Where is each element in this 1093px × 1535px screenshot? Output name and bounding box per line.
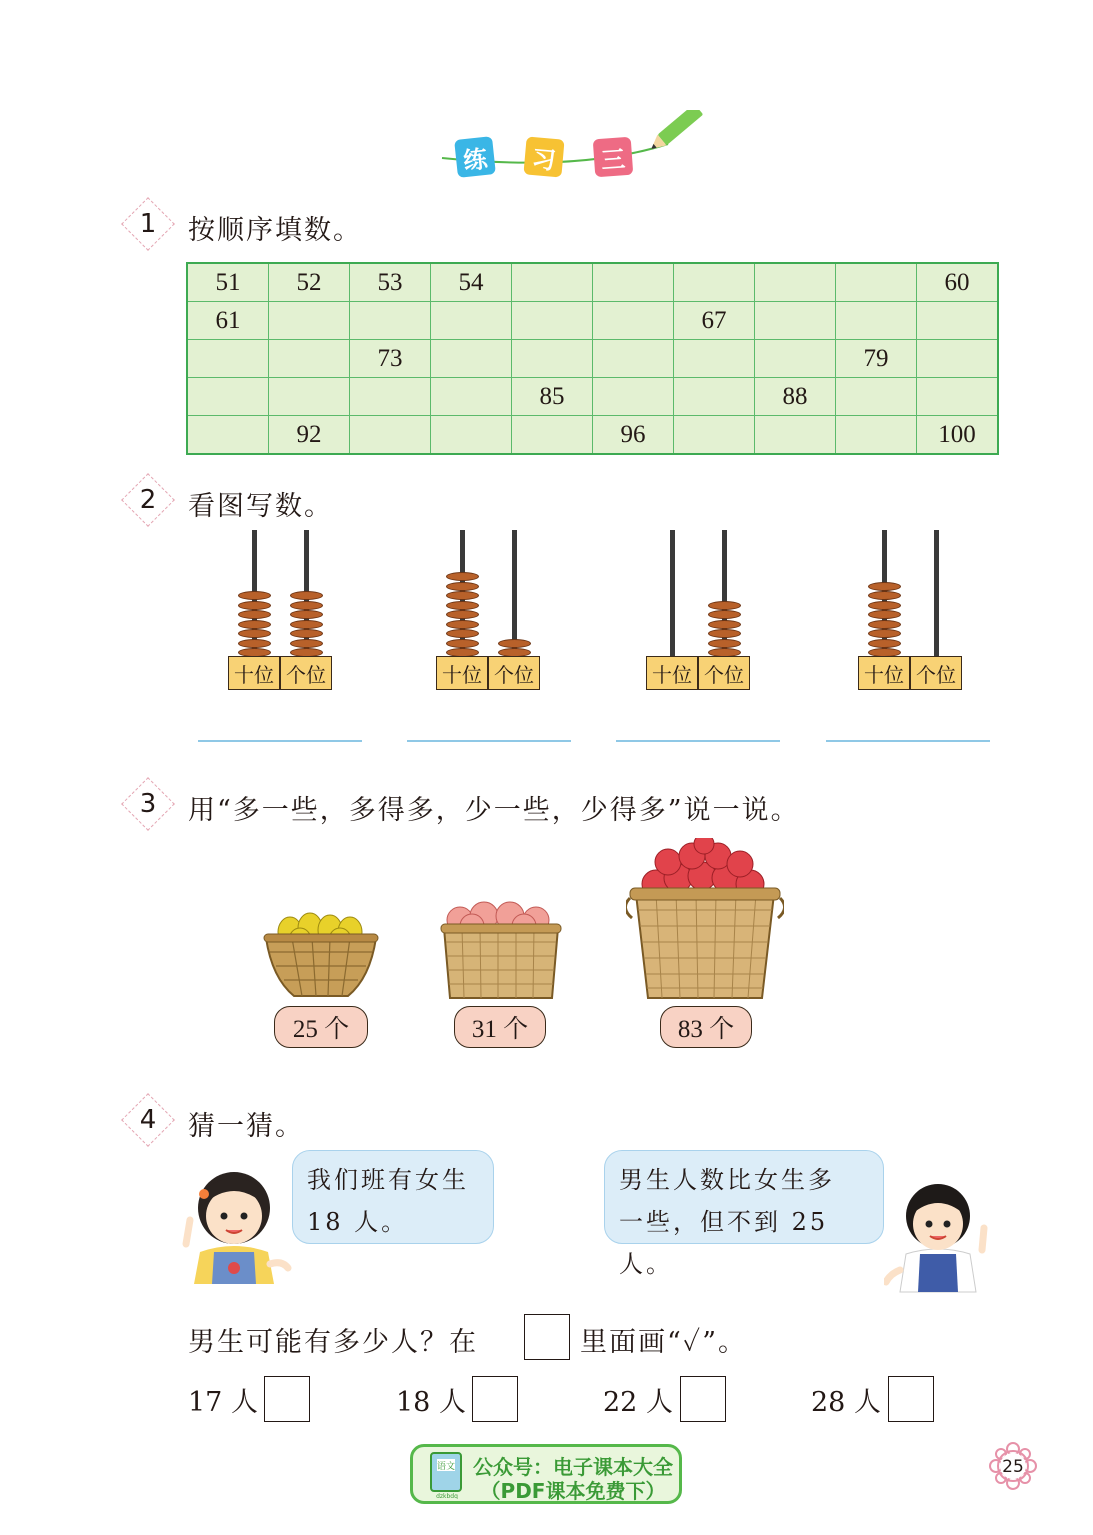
grid-cell: 79: [836, 340, 917, 378]
abacus-rod-tens: [252, 530, 257, 658]
grid-blank-cell[interactable]: [836, 302, 917, 340]
abacus-bead: [868, 639, 901, 648]
grid-row: [187, 302, 998, 340]
abacus-bead: [446, 620, 479, 629]
grid-cell: 96: [593, 416, 674, 455]
abacus-rod-tens: [670, 530, 675, 658]
abacus-bead: [290, 620, 323, 629]
abacus-4: [858, 530, 966, 692]
abacus-rod-ones: [304, 530, 309, 658]
grid-blank-cell[interactable]: [350, 416, 431, 455]
ones-place-label: 个位: [488, 656, 540, 690]
grid-blank-cell[interactable]: [836, 378, 917, 416]
abacus-bead: [290, 591, 323, 600]
option-checkbox-3[interactable]: [680, 1376, 726, 1422]
promo-line-2: （PDF课本免费下）: [480, 1479, 666, 1503]
grid-blank-cell[interactable]: [755, 302, 836, 340]
abacus-bead: [868, 620, 901, 629]
abacus-bead: [290, 601, 323, 610]
grid-cell: 60: [917, 263, 999, 302]
option-checkbox-4[interactable]: [888, 1376, 934, 1422]
abacus-bead: [708, 629, 741, 638]
grid-cell: 51: [187, 263, 269, 302]
book-icon: [427, 1451, 467, 1499]
grid-blank-cell[interactable]: [269, 378, 350, 416]
grid-cell: 85: [512, 378, 593, 416]
option-label-1: 17 人: [188, 1387, 258, 1418]
girl-speech-bubble: [292, 1150, 494, 1244]
boy-speech-bubble: [604, 1150, 884, 1278]
title-char-2: 习: [523, 136, 564, 177]
grid-blank-cell[interactable]: [836, 416, 917, 455]
grid-blank-cell[interactable]: [512, 263, 593, 302]
abacus-bead: [446, 629, 479, 638]
girl-line-2: 18 人。: [307, 1208, 409, 1236]
book-icon-label: 语文: [436, 1462, 456, 1472]
abacus-bead: [290, 639, 323, 648]
grid-blank-cell[interactable]: [917, 378, 999, 416]
grid-blank-cell[interactable]: [674, 340, 755, 378]
answer-line-2[interactable]: [407, 740, 571, 742]
grid-row: [187, 340, 998, 378]
abacus-bead: [238, 629, 271, 638]
page-number: 25: [1002, 1457, 1024, 1477]
grid-blank-cell[interactable]: [755, 416, 836, 455]
grid-blank-cell[interactable]: [187, 378, 269, 416]
grid-blank-cell[interactable]: [187, 416, 269, 455]
promo-line-1: 公众号：电子课本大全: [473, 1455, 673, 1479]
grid-blank-cell[interactable]: [187, 340, 269, 378]
question-1-text: 按顺序填数。: [188, 215, 362, 246]
abacus-bead: [446, 601, 479, 610]
question-3-number: 3: [120, 776, 176, 832]
grid-blank-cell[interactable]: [512, 340, 593, 378]
abacus-bead: [446, 639, 479, 648]
grid-blank-cell[interactable]: [917, 340, 999, 378]
answer-line-3[interactable]: [616, 740, 780, 742]
grid-blank-cell[interactable]: [269, 340, 350, 378]
grid-blank-cell[interactable]: [593, 302, 674, 340]
grid-cell: 53: [350, 263, 431, 302]
question-2-text: 看图写数。: [188, 491, 333, 522]
abacus-bead: [238, 620, 271, 629]
page-number-badge: [978, 1436, 1048, 1496]
pear-basket-icon: [262, 908, 380, 1004]
grid-blank-cell[interactable]: [431, 416, 512, 455]
grid-row: [187, 378, 998, 416]
abacus-bead: [708, 639, 741, 648]
grid-blank-cell[interactable]: [350, 302, 431, 340]
abacus-rod-tens: [882, 530, 887, 658]
tens-place-label: 十位: [228, 656, 280, 690]
abacus-bead: [446, 610, 479, 619]
option-checkbox-2[interactable]: [472, 1376, 518, 1422]
question-2-number: 2: [120, 472, 176, 528]
abacus-2: [436, 530, 544, 692]
boy-character-icon: [884, 1170, 994, 1294]
abacus-bead: [446, 572, 479, 581]
boy-line-1: 男生人数比女生多: [619, 1166, 835, 1194]
grid-blank-cell[interactable]: [431, 378, 512, 416]
abacus-rod-tens: [460, 530, 465, 658]
question-3-text: 用“多一些，多得多，少一些，少得多”说一说。: [188, 795, 800, 826]
answer-line-1[interactable]: [198, 740, 362, 742]
option-label-3: 22 人: [603, 1387, 673, 1418]
grid-blank-cell[interactable]: [593, 263, 674, 302]
abacus-bead: [446, 582, 479, 591]
grid-blank-cell[interactable]: [674, 378, 755, 416]
abacus-bead: [708, 601, 741, 610]
option-checkbox-1[interactable]: [264, 1376, 310, 1422]
girl-character-icon: [176, 1160, 292, 1286]
grid-cell: 52: [269, 263, 350, 302]
grid-row: [187, 416, 998, 455]
title-char-3: 三: [593, 137, 634, 178]
grid-cell: 92: [269, 416, 350, 455]
abacus-1: [228, 530, 336, 692]
question-4-prompt-b: 里面画“✓”。: [580, 1327, 748, 1358]
option-label-2: 18 人: [396, 1387, 466, 1418]
abacus-rod-ones: [512, 530, 517, 658]
girl-line-1: 我们班有女生: [307, 1166, 469, 1194]
tens-place-label: 十位: [646, 656, 698, 690]
abacus-bead: [868, 582, 901, 591]
abacus-bead: [290, 610, 323, 619]
answer-line-4[interactable]: [826, 740, 990, 742]
grid-blank-cell[interactable]: [674, 416, 755, 455]
abacus-bead: [238, 601, 271, 610]
question-1-number: 1: [120, 196, 176, 252]
grid-cell: 100: [917, 416, 999, 455]
grid-blank-cell[interactable]: [917, 302, 999, 340]
abacus-bead: [708, 610, 741, 619]
grid-cell: 88: [755, 378, 836, 416]
grid-blank-cell[interactable]: [674, 263, 755, 302]
pear-count: 25 个: [274, 1006, 368, 1048]
option-label-4: 28 人: [811, 1387, 881, 1418]
abacus-bead: [708, 620, 741, 629]
grid-cell: 73: [350, 340, 431, 378]
boy-line-2: 一些，但不到 25 人。: [619, 1208, 829, 1278]
grid-blank-cell[interactable]: [755, 263, 836, 302]
book-icon-sub: dzkbdq: [436, 1493, 458, 1499]
grid-blank-cell[interactable]: [836, 263, 917, 302]
title-char-1: 练: [454, 136, 496, 178]
apple-count: 83 个: [660, 1006, 752, 1048]
ones-place-label: 个位: [280, 656, 332, 690]
grid-blank-cell[interactable]: [593, 340, 674, 378]
grid-cell: 54: [431, 263, 512, 302]
ones-place-label: 个位: [698, 656, 750, 690]
tens-place-label: 十位: [436, 656, 488, 690]
grid-blank-cell[interactable]: [593, 378, 674, 416]
promo-banner[interactable]: [410, 1444, 682, 1504]
tens-place-label: 十位: [858, 656, 910, 690]
abacus-bead: [868, 610, 901, 619]
number-grid: [186, 262, 999, 455]
abacus-bead: [290, 629, 323, 638]
grid-blank-cell[interactable]: [512, 416, 593, 455]
abacus-bead: [238, 591, 271, 600]
apple-basket-icon: [626, 838, 784, 1004]
abacus-rod-ones: [934, 530, 939, 658]
abacus-bead: [238, 610, 271, 619]
grid-cell: 67: [674, 302, 755, 340]
abacus-3: [646, 530, 754, 692]
peach-count: 31 个: [454, 1006, 546, 1048]
grid-row: [187, 263, 998, 302]
grid-blank-cell[interactable]: [269, 302, 350, 340]
grid-blank-cell[interactable]: [431, 302, 512, 340]
peach-basket-icon: [438, 898, 564, 1004]
question-4-prompt-a: 男生可能有多少人？在: [188, 1327, 478, 1358]
abacus-bead: [868, 591, 901, 600]
question-4-number: 4: [120, 1092, 176, 1148]
grid-blank-cell[interactable]: [350, 378, 431, 416]
abacus-bead: [238, 639, 271, 648]
grid-blank-cell[interactable]: [512, 302, 593, 340]
question-4-text: 猜一猜。: [188, 1111, 304, 1142]
abacus-bead: [446, 591, 479, 600]
grid-blank-cell[interactable]: [431, 340, 512, 378]
abacus-bead: [868, 629, 901, 638]
abacus-rod-ones: [722, 530, 727, 658]
grid-cell: 61: [187, 302, 269, 340]
prompt-example-box: [524, 1314, 570, 1360]
abacus-bead: [868, 601, 901, 610]
abacus-bead: [498, 639, 531, 648]
grid-blank-cell[interactable]: [755, 340, 836, 378]
ones-place-label: 个位: [910, 656, 962, 690]
